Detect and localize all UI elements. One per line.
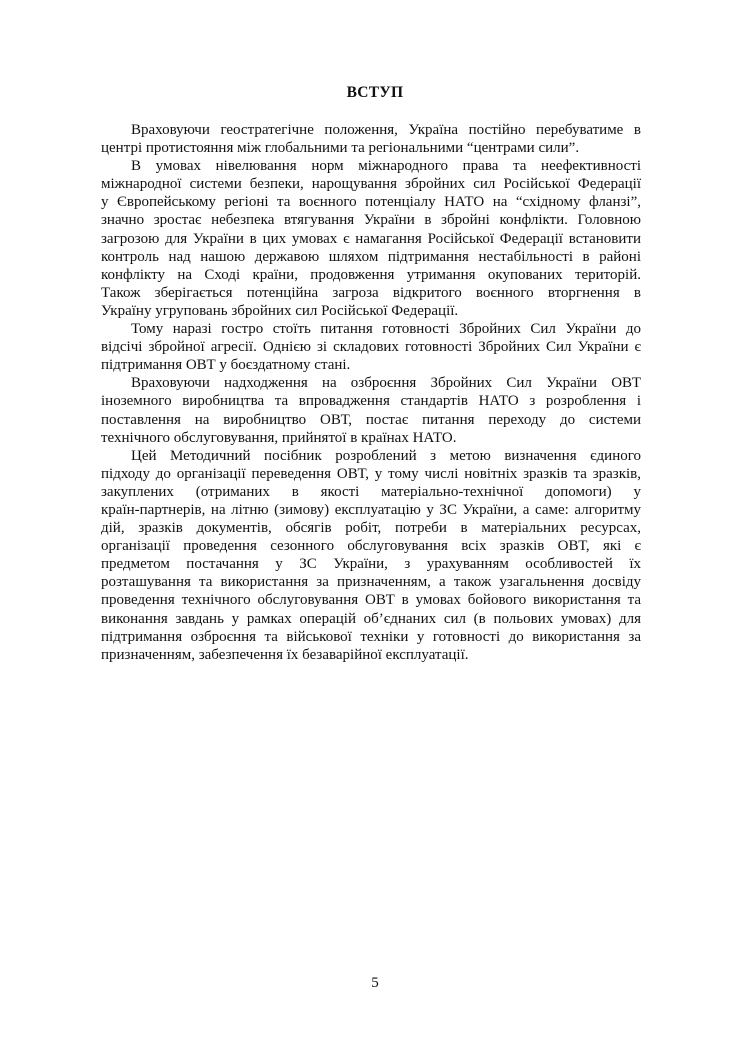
page-title: ВСТУП [346, 84, 404, 101]
text-line: Тому наразі гостро стоїть питання готовності Збройних Сил України до [131, 321, 641, 338]
text-line: підтримання озброєння та військової техніки у готовності до використання за [101, 628, 641, 645]
text-line: предметом постачання у ЗС України, з урахуванням особливостей їх [101, 556, 641, 573]
text-line: В умовах нівелювання норм міжнародного права та неефективності [131, 158, 641, 175]
text-line: конфлікту на Сході країни, продовження утримання окупованих територій. [101, 266, 641, 283]
paragraph [101, 157, 641, 320]
text-line: підходу до організації переведення ОВТ, у тому числі новітніх зразків та зразків, [101, 465, 641, 482]
text-line: Україну угруповань збройних сил Російської Федерації. [101, 302, 459, 319]
paragraph [101, 447, 641, 664]
text-line: дій, зразків документів, обсягів робіт, потреби в матеріальних ресурсах, [101, 520, 641, 537]
text-line: у Європейському регіоні та воєнного потенціалу НАТО на “східному фланзі”, [101, 194, 641, 211]
text-line: загрозою для України в цих умовах є намагання Російської Федерації встановити [101, 230, 641, 247]
text-line: країн-партнерів, на літню (зимову) експлуатацію у ЗС України, а саме: алгоритму [101, 501, 641, 518]
document-body [101, 121, 641, 664]
paragraph [101, 121, 641, 157]
text-line: Враховуючи геостратегічне положення, Україна постійно перебуватиме в [131, 122, 641, 138]
text-line: значно зростає небезпека втягування України в збройні конфлікти. Головною [101, 212, 641, 229]
text-line: Цей Методичний посібник розроблений з метою визначення єдиного [131, 447, 641, 464]
text-line: організації проведення сезонного обслуговування всіх зразків ОВТ, які є [101, 538, 641, 555]
text-line: підтримання ОВТ у боєздатному стані. [101, 357, 351, 374]
text-line: Також зберігається потенційна загроза відкритого воєнного вторгнення в [101, 284, 641, 301]
text-line: призначенням, забезпечення їх безаварійної експлуатації. [101, 646, 469, 663]
text-line: поставлення на виробництво ОВТ, постає питання переходу до системи [101, 411, 641, 428]
paragraph [101, 320, 641, 374]
text-line: центрі протистояння між глобальними та регіональними “центрами сили”. [101, 140, 580, 157]
page-number: 5 [371, 975, 379, 991]
text-line: розташування та використання за призначенням, а також узагальнення досвіду [101, 574, 641, 591]
text-line: закуплених (отриманих в якості матеріально-технічної допомоги) у [101, 483, 641, 500]
text-line: міжнародної системи безпеки, нарощування збройних сил Російської Федерації [101, 176, 641, 193]
text-line: технічного обслуговування, прийнятої в країнах НАТО. [101, 429, 457, 446]
text-line: іноземного виробництва та впровадження стандартів НАТО з розроблення і [101, 393, 641, 410]
text-line: Враховуючи надходження на озброєння Збройних Сил України ОВТ [131, 375, 641, 392]
text-line: контроль над нашою державою шляхом підтримання нестабільності в районі [101, 248, 641, 265]
text-line: проведення технічного обслуговування ОВТ в умовах бойового використання та [101, 592, 641, 609]
text-line: виконання завдань у рамках операцій об’єднаних сил (в польових умовах) для [101, 610, 641, 627]
paragraph [101, 374, 641, 446]
text-line: відсічі збройної агресії. Однією зі складових готовності Збройних Сил України є [101, 339, 641, 356]
